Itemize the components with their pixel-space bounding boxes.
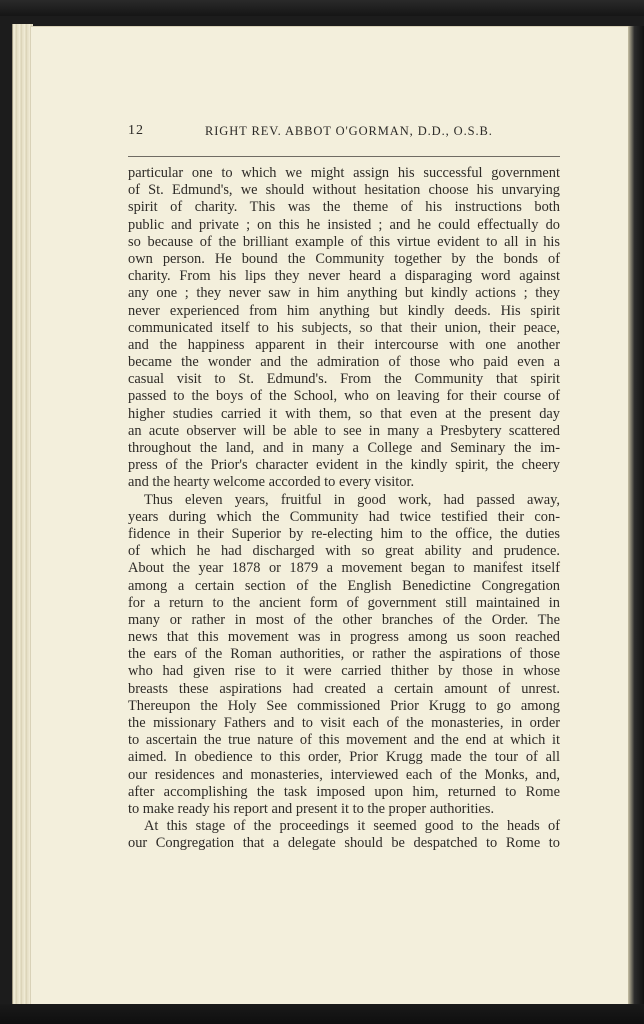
text-line: became the wonder and the admiration of those who paid even a xyxy=(128,354,560,371)
text-line: the ears of the Roman authorities, or rather the aspirations of those xyxy=(128,646,560,663)
body-text xyxy=(128,165,560,853)
text-line: to ascertain the true nature of this movement and the end at which it xyxy=(128,732,560,749)
text-line: an acute observer will be able to see in many a Presbytery scattered xyxy=(128,422,560,439)
background-board-bottom xyxy=(0,1004,644,1024)
text-line: own person. He bound the Community together by the bonds of xyxy=(128,250,560,267)
book-cover-edge xyxy=(628,26,644,1008)
text-line: so because of the brilliant example of this virtue evident to all in his xyxy=(128,233,560,250)
text-line: any one ; they never saw in him anything but kindly actions ; they xyxy=(128,285,560,302)
header-rule xyxy=(128,156,560,157)
text-line: of St. Edmund's, we should without hesitation choose his unvarying xyxy=(128,182,560,199)
running-head: RIGHT REV. ABBOT O'GORMAN, D.D., O.S.B. xyxy=(205,124,493,138)
text-line: among a certain section of the English Benedictine Congregation xyxy=(128,577,560,594)
text-line: communicated itself to his subjects, so that their union, their peace, xyxy=(128,319,560,336)
text-line: of which he had discharged with so great ability and prudence. xyxy=(128,543,560,560)
text-line: casual visit to St. Edmund's. From the Community that spirit xyxy=(128,371,560,388)
background-board-top xyxy=(0,0,644,16)
text-line: for a return to the ancient form of government still maintained in xyxy=(128,594,560,611)
text-line: news that this movement was in progress among us soon reached xyxy=(128,629,560,646)
text-line: higher studies carried it with them, so that even at the present day xyxy=(128,405,560,422)
text-line: never experienced from him anything but kindly deeds. His spirit xyxy=(128,302,560,319)
text-line: the missionary Fathers and to visit each of the monasteries, in order xyxy=(128,715,560,731)
text-line: spirit of charity. This was the theme of his instructions both xyxy=(128,199,560,216)
text-line: Thereupon the Holy See commissioned Prior Krugg to go among xyxy=(128,697,560,714)
text-line: many or rather in most of the other branches of the Order. The xyxy=(128,611,560,628)
text-line: and the happiness apparent in their intercourse with one another xyxy=(128,336,560,353)
text-line: fidence in their Superior by re-electing him to the office, the duties xyxy=(128,525,560,542)
text-line: to make ready his report and present it to the proper authorities. xyxy=(128,800,495,817)
text-line: years during which the Community had twice testified their con- xyxy=(128,508,560,525)
text-line: Thus eleven years, fruitful in good work, had passed away, xyxy=(144,491,560,508)
text-line: aimed. In obedience to this order, Prior Krugg made the tour of all xyxy=(128,749,560,766)
text-line: after accomplishing the task imposed upon him, returned to Rome xyxy=(128,783,560,800)
text-line: press of the Prior's character evident in the kindly spirit, the cheery xyxy=(128,457,560,474)
text-line: charity. From his lips they never heard a disparaging word against xyxy=(128,268,560,285)
text-line: our Congregation that a delegate should be despatched to Rome to xyxy=(128,835,560,852)
text-line: who had given rise to it were carried thither by those in whose xyxy=(128,663,560,680)
text-line: and the hearty welcome accorded to every visitor. xyxy=(128,474,415,491)
text-line: our residences and monasteries, interviewed each of the Monks, and, xyxy=(128,766,560,783)
text-line: public and private ; on this he insisted ; and he could effectually do xyxy=(128,216,560,233)
page-header xyxy=(100,120,560,142)
text-line: passed to the boys of the School, who on leaving for their course of xyxy=(128,388,560,405)
text-line: throughout the land, and in many a College and Seminary the im- xyxy=(128,440,560,456)
text-line: At this stage of the proceedings it seemed good to the heads of xyxy=(144,818,560,835)
text-line: particular one to which we might assign his successful government xyxy=(128,165,560,181)
text-line: About the year 1878 or 1879 a movement began to manifest itself xyxy=(128,560,560,577)
text-line: breasts these aspirations had created a certain amount of unrest. xyxy=(128,680,560,697)
page-number: 12 xyxy=(128,123,144,138)
